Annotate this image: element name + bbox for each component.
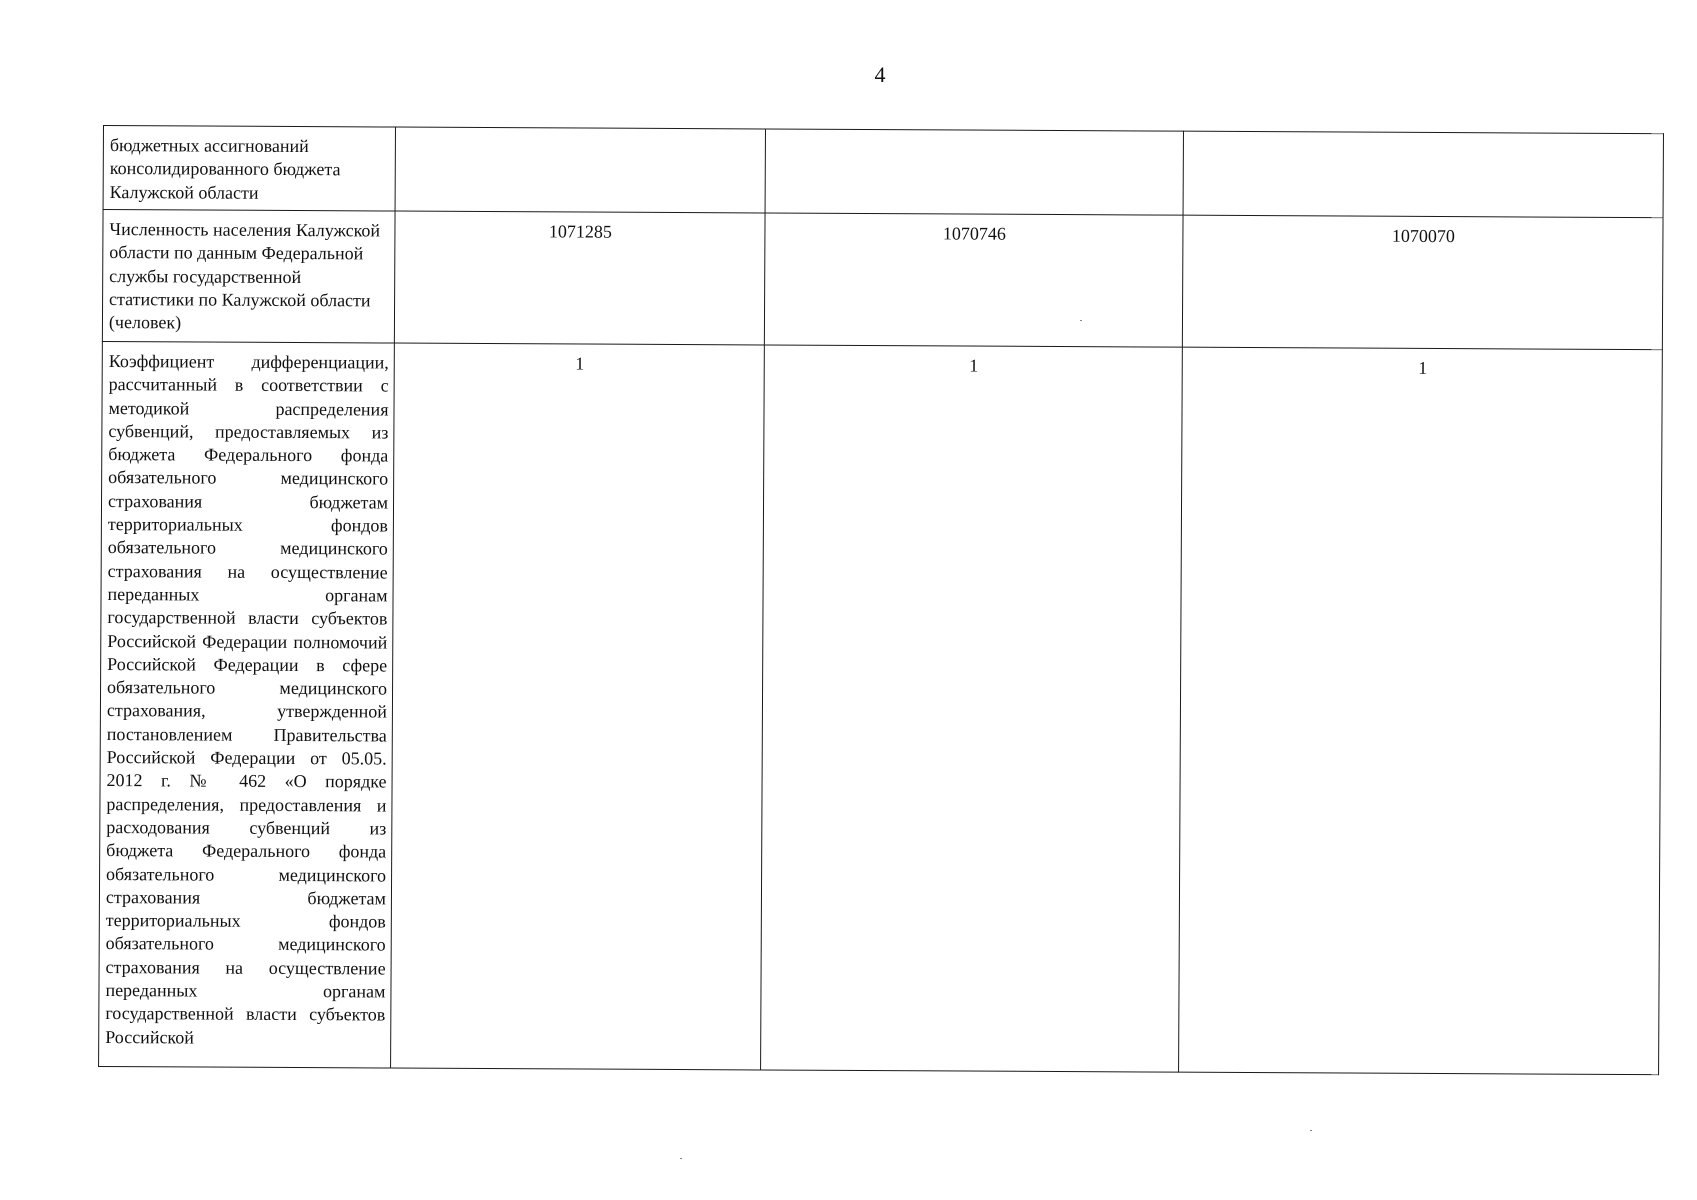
row-label-cell: бюджетных ассигнований консолидированного бюджета Калужской области bbox=[103, 126, 395, 212]
data-table bbox=[98, 125, 1664, 1075]
table-row bbox=[99, 341, 1663, 1074]
page-number: 4 bbox=[874, 62, 886, 87]
value-cell: 1 bbox=[391, 343, 765, 1070]
scan-speck bbox=[680, 1158, 682, 1159]
value-cell: 1 bbox=[761, 345, 1183, 1072]
scan-speck bbox=[1310, 1130, 1312, 1131]
value-cell: 1070070 bbox=[1182, 215, 1663, 350]
value-cell bbox=[395, 127, 765, 213]
value-cell: 1070746 bbox=[764, 213, 1183, 347]
row-label-cell: Численность населения Калужской области по данным Федеральной службы государственной статистики по Калужской области (человек) bbox=[102, 210, 395, 344]
row-label-cell: Коэффициент дифференциации, рассчитанный в соответствии с методикой распределения субвенций, предоставляемых из бюджета Федерального фонда обязательного медицинского страхования бюджетам территориальных фондов обязательного медицинского страхования на осуществление переданных органам государственной власти субъектов Российской Федерации полномочий Российской Федерации в сфере обязательного медицинского страхования, утвержденной постановлением Правительства Российской Федерации от 05.05. 2012 г. № 462 «О порядке распределения, предоставления и расходования субвенций из бюджета Федерального фонда обязательного медицинского страхования бюджетам территориальных фондов обязательного медицинского страхования на осуществление переданных органам государственной власти субъектов Российской bbox=[99, 341, 395, 1068]
value-cell: 1071285 bbox=[394, 211, 765, 345]
table-row bbox=[102, 210, 1663, 350]
table-row bbox=[103, 126, 1663, 218]
scan-speck bbox=[1080, 320, 1082, 321]
value-cell: 1 bbox=[1179, 347, 1663, 1075]
value-cell bbox=[1183, 131, 1663, 218]
value-cell bbox=[765, 129, 1183, 215]
